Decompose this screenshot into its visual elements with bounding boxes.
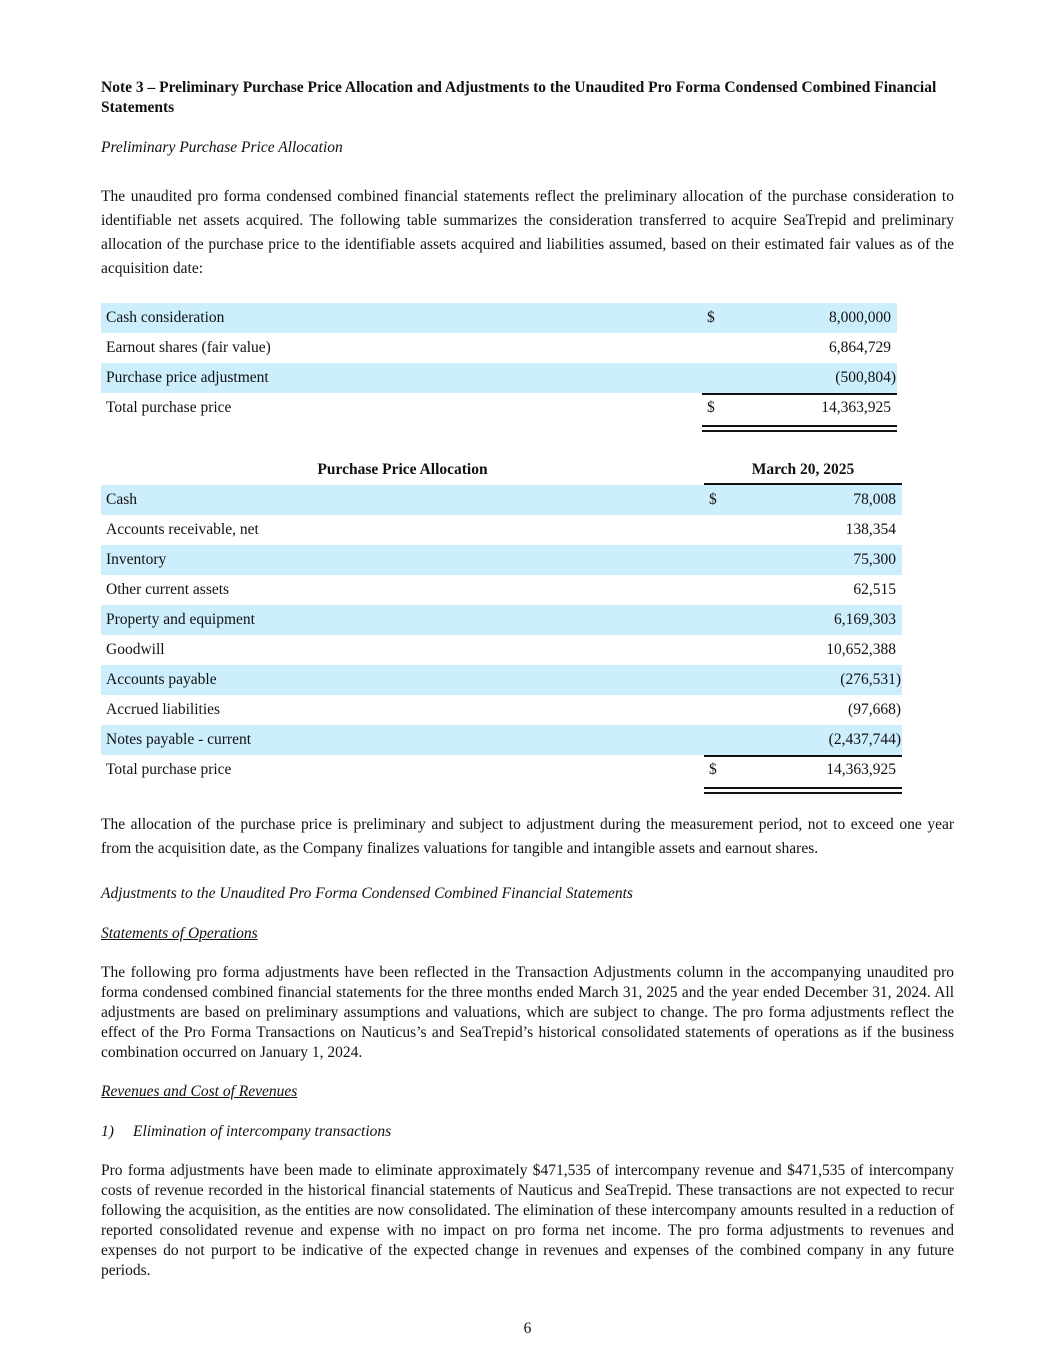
header-date: March 20, 2025 [751, 461, 855, 478]
total-row [101, 393, 897, 423]
table-row [101, 485, 902, 515]
table-row [101, 363, 897, 393]
item-1-paragraph: Pro forma adjustments have been made to eliminate approximately $471,535 of intercompany revenue and $471,535 of intercompany costs of revenue recorded in the historical financial statements of Nauticus and SeaTrepid. These transactions are not expected to recur following the acquisition, as the entities are now consolidated. The elimination of these intercompany amounts resulted in a reduction of reported consolidated revenue and expense with no impact on pro forma net income. The pro forma adjustments to revenues and expenses do not purport to be indicative of the expected change in revenues and expenses of the combined company in any future periods. [101, 1162, 954, 1279]
row-value: 62,515 [853, 581, 896, 598]
table-row [101, 303, 897, 333]
statements-of-operations-title: Statements of Operations [101, 925, 258, 942]
header-allocation: Purchase Price Allocation [317, 461, 488, 478]
row-label: Other current assets [106, 581, 230, 598]
revenues-title: Revenues and Cost of Revenues [101, 1083, 298, 1100]
table-row [101, 575, 902, 605]
total-value: 14,363,925 [826, 761, 896, 778]
row-label: Accrued liabilities [106, 701, 221, 718]
row-label: Cash consideration [106, 309, 225, 326]
adjustments-title: Adjustments to the Unaudited Pro Forma Condensed Combined Financial Statements [101, 885, 633, 902]
allocation-note-paragraph: The allocation of the purchase price is preliminary and subject to adjustment during the measurement period, not to exceed one year from the acquisition date, as the Company finalizes valuations for tangible and intangible assets and earnout shares. [101, 816, 954, 857]
table-row [101, 605, 902, 635]
table-row [101, 545, 902, 575]
table-row [101, 635, 902, 665]
row-value: (97,668) [848, 701, 901, 718]
row-value: 6,169,303 [834, 611, 896, 628]
total-row [101, 755, 902, 785]
currency-symbol: $ [707, 399, 715, 416]
currency-symbol: $ [709, 761, 717, 778]
table-row [101, 515, 902, 545]
row-label: Inventory [106, 551, 167, 568]
row-label: Earnout shares (fair value) [106, 339, 271, 356]
row-label: Notes payable - current [106, 731, 252, 748]
row-value: 8,000,000 [829, 309, 891, 326]
allocation-table [101, 485, 902, 785]
total-label: Total purchase price [106, 399, 232, 416]
row-label: Property and equipment [106, 611, 255, 628]
note-heading: Note 3 – Preliminary Purchase Price Allocation and Adjustments to the Unaudited Pro Forma Condensed Combined Financial Statements [101, 79, 937, 116]
row-label: Accounts payable [106, 671, 217, 688]
total-label: Total purchase price [106, 761, 232, 778]
row-value: 10,652,388 [826, 641, 896, 658]
statements-paragraph: The following pro forma adjustments have been reflected in the Transaction Adjustments column in the accompanying unaudited pro forma condensed combined financial statements for the three months ended March 31, 2025 and the year ended December 31, 2024. All adjustments are based on preliminary assumptions and valuations, which are subject to change. The pro forma adjustments reflect the effect of the Pro Forma Transactions on Nauticus’s and SeaTrepid’s historical consolidated statements of operations as if the business combination occurred on January 1, 2024. [101, 964, 954, 1061]
currency-symbol: $ [709, 491, 717, 508]
table-row [101, 333, 897, 363]
row-value: (2,437,744) [828, 731, 901, 748]
section-title-purchase-price-allocation: Preliminary Purchase Price Allocation [101, 139, 343, 156]
row-value: 75,300 [853, 551, 896, 568]
row-value: (276,531) [840, 671, 901, 688]
table-row [101, 725, 902, 755]
intro-paragraph: The unaudited pro forma condensed combined financial statements reflect the preliminary allocation of the purchase consideration to identifiable net assets acquired. The following table summarizes the consideration transferred to acquire SeaTrepid and preliminary allocation of the purchase price to the identifiable assets acquired and liabilities assumed, based on their estimated fair values as of the acquisition date: [101, 188, 954, 277]
row-label: Cash [106, 491, 137, 508]
double-underline [702, 425, 897, 432]
row-value: (500,804) [835, 369, 896, 386]
item-number: 1) [101, 1123, 114, 1140]
row-label: Accounts receivable, net [106, 521, 259, 538]
double-underline [704, 787, 902, 794]
currency-symbol: $ [707, 309, 715, 326]
row-label: Purchase price adjustment [106, 369, 269, 386]
row-value: 78,008 [853, 491, 896, 508]
item-1-heading [101, 1122, 391, 1142]
allocation-table-header [101, 461, 902, 483]
page-number: 6 [523, 1320, 532, 1337]
table-row [101, 695, 902, 725]
table-row [101, 665, 902, 695]
row-value: 138,354 [845, 521, 896, 538]
total-value: 14,363,925 [821, 399, 891, 416]
row-label: Goodwill [106, 641, 165, 658]
item-title: Elimination of intercompany transactions [133, 1123, 392, 1140]
consideration-table [101, 303, 897, 423]
row-value: 6,864,729 [829, 339, 891, 356]
